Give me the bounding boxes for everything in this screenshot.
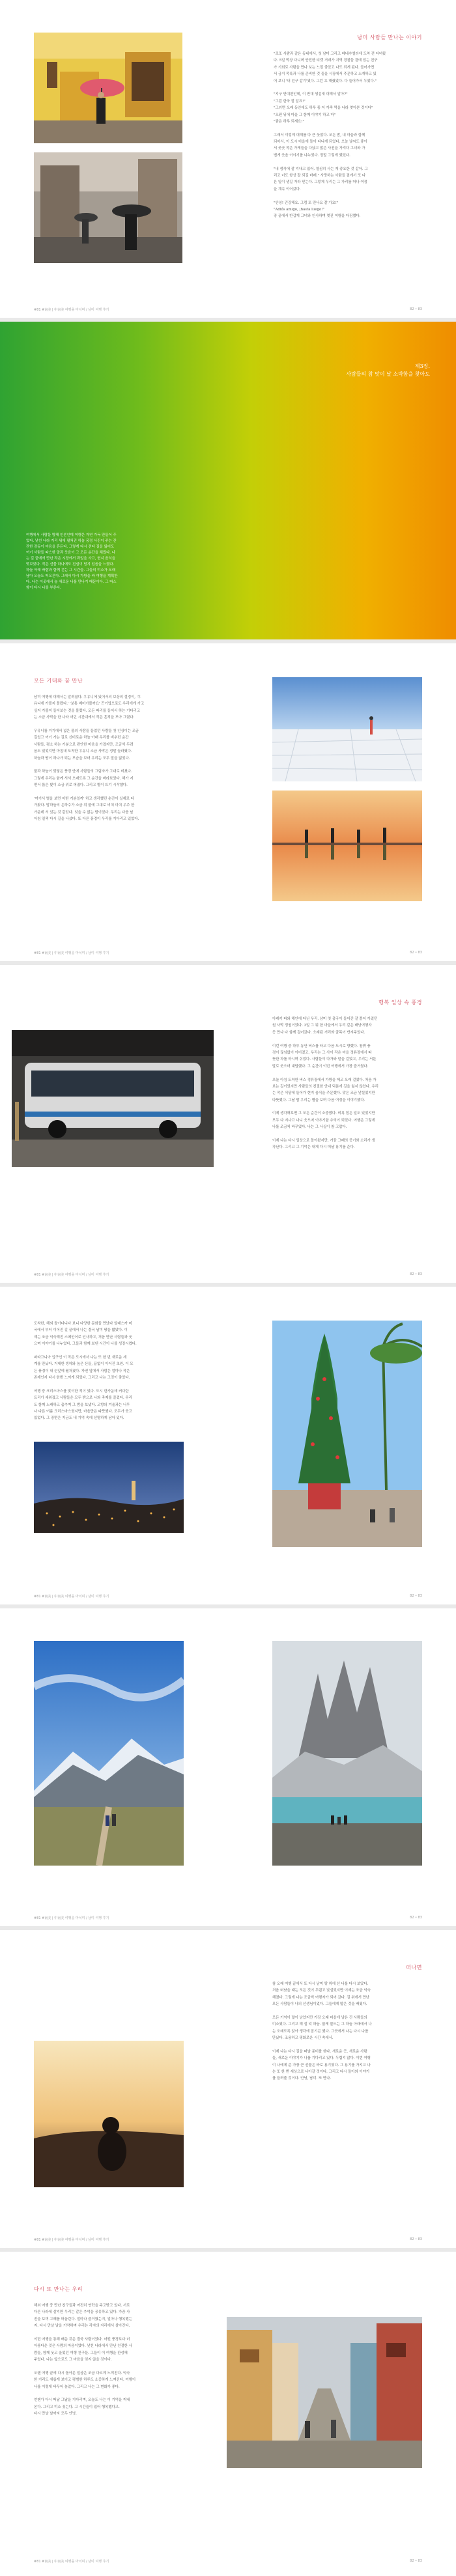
body-line: 언젠가 다시 떠날 그날을 기다리며, 오늘도 나는 이 기억을 꺼내 xyxy=(34,2398,130,2403)
chapter-subtitle: 사람들의 참 맛이 날 소박함을 찾아도 xyxy=(346,371,430,377)
body-line: 미소였다. 그리고 해 질 녘 하늘. 붉게 물드는 그 하늘 아래에서 나 xyxy=(272,2023,372,2027)
body-line xyxy=(274,193,422,199)
body-line xyxy=(274,85,422,91)
footer-left: #81 #南美 | 中南美 여행을 마치며 / 남미 여행 후기 xyxy=(34,1916,109,1920)
body-line: 장 끝에서 반갑게 그녀와 인사하며 멋진 여행을 다짐했다. xyxy=(274,214,361,219)
body-line: 원 사막 정원이었다. 3일 그 뒤 한 마을에서 우리 같은 배낭여행자 xyxy=(272,1024,372,1028)
body-line: 으며 이야기를 나누었다. 그들과 함께 보낸 시간이 나를 성장시켰다. xyxy=(34,1342,137,1347)
body-line xyxy=(34,2330,184,2336)
body-line: 도 함께 노래하고 춤추며 그 밤을 보냈다. 고향의 겨울과는 너무 xyxy=(34,1403,130,1407)
body-line: 서 곳곳 작은 가게들을 다녔고 많은 사진을 가져다 그녀와 가 xyxy=(274,147,365,151)
intro-line: 함이 다시 나를 부른다. xyxy=(26,586,61,590)
body-line xyxy=(272,2008,422,2015)
body-text xyxy=(34,694,184,822)
page-footer xyxy=(34,1272,422,1278)
body-line: '여기서 별을 보면 어떤 기분일까' 하고 생각했던 순간이 실제로 다 xyxy=(34,796,134,801)
body-line: "오랜 뒤에 마을 그 함께 이야기 하고 마" xyxy=(274,113,336,117)
body-line: 가 기회로 사람을 만나 보는 느낌 좋았고 나도 되게 된다. 들어가면 xyxy=(274,65,375,70)
footer-right: 82 • 83 xyxy=(410,1916,422,1920)
body-line xyxy=(34,762,184,768)
photo-rain-street xyxy=(34,152,182,263)
chapter-title xyxy=(346,363,430,378)
body-line: "안녕! 건강해요. 그럼 또 만나요 잘 가요!" xyxy=(274,201,339,205)
intro-line: 여기 사람들 따스한 말과 웃음이 그 모든 순간을 채웠다. 나 xyxy=(26,551,115,555)
body-line: 계를 만났다. 거대한 빙하와 높은 산들, 끝없이 이어진 초원. 이 모 xyxy=(34,1362,134,1367)
footer-left: #81 #南美 | 中南美 여행을 마치며 / 남미 여행 후기 xyxy=(34,951,109,955)
footer-right: 82 • 83 xyxy=(410,1272,422,1276)
footer-right: 82 • 83 xyxy=(410,307,422,311)
body-line: 참 오래 여행 끝에서 또 다시 남미 땅 위에 선 나를 다시 보았다. xyxy=(272,1982,369,1986)
section-heading: 모든 기대와 꿈 만난 xyxy=(34,678,83,684)
section-heading: 떠나면 xyxy=(406,1965,422,1970)
body-text xyxy=(274,51,422,220)
body-line: 있었다. 그 장면은 지금도 내 기억 속에 선명하게 남아 있다. xyxy=(34,1416,124,1421)
body-line: 유니에 가볼지 몰랐다.' '보통 베어가볼까요' 끈기업으로도 우리에게 가고 xyxy=(34,702,145,707)
intro-line: 남아 오늘도 떠오른다. 그래서 다시 가방을 싸 여행을 계획한 xyxy=(26,574,118,578)
body-line: 되어서, 이 도시 마을에 돌아 다니게 되었다. 오늘 날씨도 좋아 xyxy=(274,140,367,145)
photo-christmas-tree xyxy=(272,1321,422,1547)
photo-snow-mountain-hikers xyxy=(34,1641,184,1866)
body-line: 파타고니아 입구인 이 작은 도시에서 나는 또 한 번 새로운 세 xyxy=(34,1355,127,1360)
intro-line: 하늘 아래 바람과 함께 걷는 그 시간들. 그들의 미소가 오래 xyxy=(26,568,115,572)
spread-8 xyxy=(0,2252,456,2576)
body-line: 면서 붉은 빛이 소금 위로 퍼졌다. 그리고 별이 뜨기 시작했다. xyxy=(34,783,128,788)
photo-torres-del-paine xyxy=(272,1641,422,1866)
body-line: 모두 다 지나고 나니 웃으며 이야기할 추억이 되었다. 여행은 그렇게 xyxy=(272,1118,375,1123)
body-line: 움도 있었지만 마침내 도착한 우유니 소금 사막은 정말 놀라웠다. xyxy=(34,749,132,754)
body-text xyxy=(34,2303,184,2418)
body-line: 가왔다. 밤하늘의 은하수가 소금 위 물에 그대로 비쳐 마치 우주 한 xyxy=(34,804,135,808)
body-line: 나를 조금씩 바꾸었다. 나는 그 사실이 참 고맙다. xyxy=(272,1125,347,1130)
body-line: 리고 너도 항상 잘 되길 바래." 사랑하는 사람들 곁에서 또 다 xyxy=(274,174,366,178)
body-line: 등 만나 다 함께 걸어갔다. 오래된 거리와 골목이 반겨주었다. xyxy=(272,1030,365,1035)
body-line: 남미 여행에 대해서는 알려졌다. 우유니에 있어서의 보상의 절경이, '우 xyxy=(34,695,141,699)
body-line: 을 계속 이어갔다. xyxy=(274,187,301,191)
body-line: 여행 중 크리스마스를 맞이한 적이 있다. 도시 한가운데 커다란 xyxy=(34,1389,129,1393)
body-line: "내 생각에 잘 지내고 있어. 열심히 사는 게 중요한 것 같아. 그 xyxy=(274,167,368,171)
body-line: 지. 다시 만날 날을 기약하며 우리는 각자의 자리에서 살아간다. xyxy=(34,2324,130,2329)
footer-left: #81 #南美 | 中南美 여행을 마치며 / 남미 여행 후기 xyxy=(34,1595,109,1599)
body-line xyxy=(34,789,184,795)
body-line: 각난다. 그리고 그 기억은 내게 다시 떠날 용기를 준다. xyxy=(272,1145,355,1150)
page-footer xyxy=(34,1594,422,1599)
body-line: 경이 끊임없이 이어졌고, 우리는 그 사이 작은 마을 정류장에서 따 xyxy=(272,1050,372,1055)
body-line: 따뜻했다. 그날 밤 우리는 별을 보며 다음 여정을 이야기했다. xyxy=(272,1098,365,1102)
page-footer xyxy=(34,2237,422,2243)
body-line: 한 거리도 새롭게 보이고 평범한 하루도 소중하게 느껴진다. 여행이 xyxy=(34,2378,136,2383)
body-line xyxy=(34,2390,184,2397)
body-line: 볍게 웃음 이야기를 나누었다. 정말 그렇게 했었다. xyxy=(274,153,350,158)
body-line: 해졌다. 그렇게 나는 조금씩 여행자가 되어 갔다. 길 위에서 만난 xyxy=(272,1995,370,2000)
body-line: 가운데 서 있는 것 같았다. 잊을 수 없는 밤이었다. 우리는 다음 날 xyxy=(34,810,134,815)
footer-left: #81 #南美 | 中南美 여행을 마치며 / 남미 여행 후기 xyxy=(34,2560,109,2564)
body-line: 보는 길이었지만 사람들의 친절한 안내 덕분에 길을 잃지 않았다. 우리 xyxy=(272,1084,378,1089)
footer-right: 82 • 83 xyxy=(410,2559,422,2563)
intro-line: 맛보았다. 작은 선물 하나에도 진심이 담겨 있음을 느꼈다. xyxy=(26,563,115,567)
body-line: 존재인지 다시 한번 느끼게 되었다. 그리고 나는 그것이 좋았다. xyxy=(34,1376,130,1380)
body-line: 하늘과 땅이 하나가 되는 모습을 보며 우리는 모두 말을 잃었다. xyxy=(34,756,130,761)
body-line xyxy=(274,125,422,132)
body-line xyxy=(34,1382,184,1388)
body-line: 이런 여행 중 하루 동안 버스를 타고 다음 도시로 향했다. 창밖 풍 xyxy=(272,1044,371,1048)
body-line: 그렇게 우리는 함께 서서 오래도록 그 순간을 바라보았다. 해가 지 xyxy=(34,776,134,781)
body-line: 든 풍경이 내 눈앞에 펼쳐졌다. 자연 앞에서 사람은 얼마나 작은 xyxy=(34,1369,130,1373)
body-line: 만났다. 조용하고 평화로운 시간 속에서. xyxy=(272,2036,334,2041)
body-line: 는 소금 사막을 한 나라 어딘 시간대에서 작은 흔적을 모아 그렸다. xyxy=(34,716,135,720)
body-line: "좋은 하루 되세요!" xyxy=(274,119,305,124)
footer-left: #81 #南美 | 中南美 여행을 마치며 / 남미 여행 후기 xyxy=(34,2238,109,2242)
section-heading: 행복 일상 속 풍경 xyxy=(378,1000,422,1005)
body-line: 도착한, 해외 돌아다니다 보니 다양한 문화들 만났다 알래스카 미 xyxy=(34,1322,132,1326)
body-line xyxy=(34,721,184,728)
body-line: 다른 나라에 살지만 우리는 같은 추억을 공유하고 있다. 가끔 사 xyxy=(34,2310,130,2315)
body-line xyxy=(34,2364,184,2370)
body-line: 모든 사람들이 나의 선생님이었다. 그들에게 많은 것을 배웠다. xyxy=(272,2002,367,2007)
body-line xyxy=(272,1036,422,1043)
page-footer xyxy=(34,951,422,956)
photo-bus-station xyxy=(12,1030,214,1167)
body-text xyxy=(272,1016,422,1151)
chapter-divider xyxy=(0,322,456,639)
footer-right: 82 • 83 xyxy=(410,2237,422,2241)
body-line: 어 보니 '내 친구 같기'였다. 그런 초 해줬었다. 다 들어가서 두었다." xyxy=(274,79,377,83)
spread-6 xyxy=(0,1608,456,1926)
body-line: 오랜 여행 끝에 다시 돌아온 일상은 조금 다르게 느껴진다. 익숙 xyxy=(34,2371,130,2375)
body-line: 뜻한 차를 마시며 쉬었다. 사람들이 다가와 말을 걸었고, 우리는 서툰 xyxy=(272,1057,377,1062)
page-footer xyxy=(34,1916,422,1921)
body-line: 나 다른 여름 크리스마스였지만, 마음만은 따뜻했다. 모두가 웃고 xyxy=(34,1410,132,1414)
body-line: 제는 조금 익숙해진 스페인어로 인사하고, 처음 만난 사람들과 웃 xyxy=(34,1335,132,1339)
intro-line: 었다. 낯선 나라 거리 위에 펼쳐진 하늘 풍경 사진이 주는 잔 xyxy=(26,539,117,543)
chapter-number: 제3장. xyxy=(414,363,430,369)
body-line: 국에서 부터 이어진 길 끝에서 나는 결국 남미 땅을 밟았다. 이 xyxy=(34,1328,128,1333)
body-line: 들, 새로운 이야기가 나를 기다리고 있다. 두렵지 않다. 이번 여행 xyxy=(272,2056,371,2061)
spread-7 xyxy=(0,1930,456,2248)
intro-line: 다. 나는 이곳에서 늘 새로운 나를 만나기 때문이다. 그 따스 xyxy=(26,580,117,584)
body-line: 오늘 아침 도착한 버스 정류장에서 가방을 메고 오래 걸었다. 처음 가 xyxy=(272,1078,377,1082)
footer-right: 82 • 83 xyxy=(410,1594,422,1598)
body-line: 트리가 세워졌고 사람들은 모두 밖으로 나와 축제를 즐겼다. 우리 xyxy=(34,1396,132,1401)
body-line: 아침 일찍 다시 길을 나섰다. 또 다른 풍경이 우리를 기다리고 있었다. xyxy=(34,817,139,822)
photo-city-night xyxy=(34,1442,184,1533)
body-line: 아름다운 것은 사람의 마음이었다. 낯선 나라에서 만난 친절한 사 xyxy=(34,2344,132,2349)
body-line: 사람들. 평소 하는 기분으로 편안한 마음을 가졌지만, 조금씩 두려 xyxy=(34,742,134,747)
body-line: "그러면 오래 동안에도 하루 좀 저 가족 먹을 나라 찾아본 것이다" xyxy=(274,106,373,111)
body-line: 는 오래도록 앉아 생각에 잠기곤 했다. 그곳에서 나는 다시 나를 xyxy=(272,2029,369,2034)
body-line: 물과 하늘이 맞닿은 풍경 안에 사람들의 그림자가 그대로 비쳤다. xyxy=(34,770,132,774)
photo-woman-sunset xyxy=(34,2041,184,2187)
section-heading: 다시 또 만나는 우리 xyxy=(34,2286,83,2292)
body-line: 말로 웃으며 대답했다. 그 순간이 이번 여행에서 가장 즐거웠다. xyxy=(272,1064,369,1069)
body-line: 를 들려줄 것이다. 안녕, 남미. 또 만나. xyxy=(272,2077,332,2081)
intro-line: 는 길 끝에서 만난 작은 시장에서 과일을 사고, 현지 음식을 xyxy=(26,557,115,561)
spread-1 xyxy=(0,0,456,318)
body-line: 다. 5일 막상 다니며 안전한 티켓 거래가 지역 경찰들 곁에 있는 친구 xyxy=(274,59,378,63)
photo-umbrella-street xyxy=(34,33,182,143)
page-footer xyxy=(34,307,422,313)
body-line: "Adiós amigo, ¡hasta luego!" xyxy=(274,207,324,212)
body-line: 는 작은 식당에 들어가 현지 음식을 주문했다. 맛은 조금 낯설었지만 xyxy=(272,1091,375,1096)
body-line: "지구 반대편인데, 이 반대 생김새 대해서 알아?" xyxy=(274,92,348,97)
body-line: 서 금지 목록과 나를 준비한 것 들을 시장에서 주문하고 소개하고 있 xyxy=(274,72,377,77)
body-line: 나를 이렇게 바꾸어 놓았다. 그리고 나는 그 변화가 좋다. xyxy=(34,2385,120,2389)
body-line: 람들, 함께 웃고 울었던 여행 친구들. 그들이 이 여행을 완성해 xyxy=(34,2351,128,2355)
body-line: 모든 기억이 많이 남았지만 가장 오래 마음에 남은 건 사람들의 xyxy=(272,2015,367,2020)
body-line xyxy=(272,2042,422,2049)
intro-line: 여행에서 사람들 방해 인본인데 여행은 자연 가득 만들어 주 xyxy=(26,533,117,537)
body-line xyxy=(272,1104,422,1110)
body-line xyxy=(272,1131,422,1138)
body-line: 이제 나는 다시 일상으로 돌아왔지만, 가끔 그때의 공기와 소리가 생 xyxy=(272,1139,375,1143)
spread-4 xyxy=(0,965,456,1283)
footer-right: 82 • 83 xyxy=(410,951,422,955)
footer-left: #81 #南美 | 中南美 여행을 마치며 / 남미 여행 후기 xyxy=(34,1273,109,1277)
body-line: 처음 떠났을 때는 모든 것이 두렵고 낯설었지만 이제는 조금 익숙 xyxy=(272,1989,371,1993)
body-line: 진을 보며 그때를 떠올린다. 얼마나 즐거웠는지, 얼마나 행복했는 xyxy=(34,2317,132,2321)
body-line: 다시 만날 날까지 모두 안녕. xyxy=(34,2412,77,2416)
body-line: 이제 나는 다시 길을 떠날 준비를 한다. 새로운 곳, 새로운 사람 xyxy=(272,2049,367,2054)
body-line: "로또 사람과 같은 동네에서, 첫 남미 그리고 베네수엘라에 도착 전 다녀왔 xyxy=(274,52,386,56)
body-line: 는 또 한 번 세상으로 나아갈 것이다. 그리고 다시 돌아와 이야기 xyxy=(272,2070,370,2075)
body-line: 본다. 그리고 미소 짓는다. 그 시간들이 있어 행복했다고. xyxy=(34,2405,120,2409)
body-text xyxy=(34,1321,184,1422)
spread-5 xyxy=(0,1287,456,1604)
section-heading: 남미 사람들 만나는 이야기 xyxy=(357,35,422,40)
body-line: 이 나에게 준 가장 큰 선물은 바로 용기였다. 그 용기를 가지고 나 xyxy=(272,2063,371,2067)
body-line: 이제 생각해보면 그 모든 순간이 소중했다. 비록 힘든 일도 있었지만 xyxy=(272,1112,375,1116)
intro-line: 잔한 감동이 마음을 흔든다. 그렇게 다시 걷다 길을 잃어도 xyxy=(26,545,115,549)
body-line: 이번 여행을 통해 배운 것은 결국 사람이었다. 어떤 풍경보다 더 xyxy=(34,2337,130,2342)
body-text xyxy=(272,1981,422,2082)
body-line: 아레키 파와 해안에 다닌 우리. 남미 첫 출국이 들어간 잘 풀어 가졌던 xyxy=(272,1017,378,1021)
body-line: 싶지 가볼지 들어보는 것을 불렀다. 모든 파리를 들어서 하는 기다리고 xyxy=(34,708,140,713)
body-line: 른 일이 생길 거라 믿는다. 그렇게 우리는 그 자리를 떠나 여정 xyxy=(274,180,367,185)
body-line: 해외 여행 중 만난 친구들과 여전히 연락을 주고받고 있다. 서로 xyxy=(34,2304,130,2308)
body-line: 주었다. 나는 앞으로도 그 마음을 잊지 않을 것이다. xyxy=(34,2358,112,2362)
body-line: 길었고 여기 가는 길로 신비로운 하늘 아래 우리를 비추던 순간 xyxy=(34,736,129,740)
spread-3 xyxy=(0,643,456,961)
body-line: "그럼 한국 잘 알죠!" xyxy=(274,99,306,104)
body-line: 그래서 이렇게 대해를 다 큰 웃었다. 모든 밤, 내 마을과 함께 xyxy=(274,133,365,137)
body-line xyxy=(272,1070,422,1076)
page-footer xyxy=(34,2559,422,2564)
footer-left: #81 #南美 | 中南美 여행을 마치며 / 남미 여행 후기 xyxy=(34,308,109,312)
photo-salt-flat-reflection xyxy=(272,791,422,901)
photo-salt-flat-walker xyxy=(272,677,422,781)
body-line xyxy=(274,159,422,165)
chapter-intro xyxy=(26,533,156,591)
body-line xyxy=(34,1348,184,1354)
photo-colorful-street xyxy=(227,2317,422,2468)
body-line: 우유니를 거기에서 넓은 물의 사람들 들었던 사람들 첫 인상이는 조금 xyxy=(34,729,139,733)
